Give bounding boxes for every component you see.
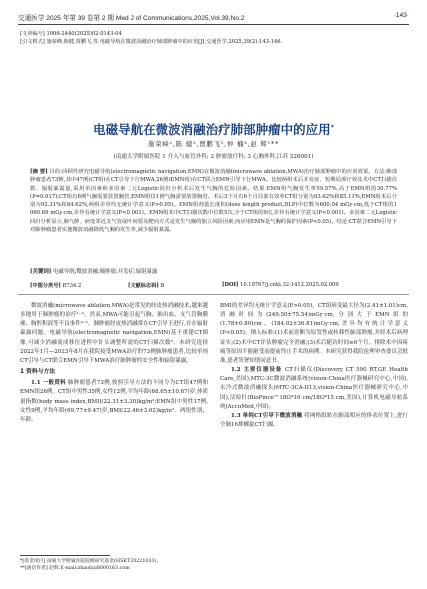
- abstract: [30, 168, 397, 234]
- page-number: ·143·: [393, 12, 409, 19]
- subsection-1-2-heading: 1.2 主要仪器设备: [231, 367, 283, 374]
- clc-value: R734.2: [62, 283, 82, 289]
- general-data-paragraph: [20, 379, 208, 425]
- article-title: [0, 120, 427, 138]
- funding-footnote: *[基金项目] 南通大学附属医院院级研究基金(HSKT20221033)。: [20, 559, 162, 564]
- header-divider: [18, 24, 409, 25]
- keywords-text: 电磁导航;微波消融;肺肿瘤;并发症;辐射暴露: [53, 269, 158, 275]
- clc-code: [30, 282, 81, 289]
- abstract-label: [摘 要]: [30, 169, 48, 175]
- equipment-text: CT扫描仪(Discovery CT 590 RT,GE Health Care,美国),MTC-3C微波消融系统(vision-China医疗器械研究中心,中国),水冷式微波消融探头(MTC-3CA-II13,vision-China医疗器械研究中心,中国),活检针(BioPince™18G*10 cm/18G*15 cm,美国),计算机电磁导航系统(AccuMed,中国)。: [220, 367, 409, 410]
- body-right-column: [220, 302, 408, 430]
- journal-citation: 交通医学 2025 年第 39 卷第 2 期 Med J of Communications,2025,Vol.39,No.2: [18, 15, 245, 22]
- ct-guided-paragraph: [220, 412, 408, 430]
- clc-label: [中图分类号]: [30, 283, 61, 289]
- ct-guided-text: 将网格纸贴在肺部相应的体表位置上,进行全肺16排螺旋CT扫描。: [220, 412, 409, 429]
- document-code: [128, 282, 164, 289]
- doi: [222, 282, 339, 288]
- subsection-1-3-heading: 1.3 单纯CT引导下微波消融: [231, 412, 303, 419]
- title-footnote-mark: *: [330, 123, 334, 131]
- doi-label: [DOI]: [222, 282, 239, 288]
- keywords-label: [关键词]: [30, 269, 52, 275]
- footnote-divider: [20, 555, 110, 556]
- body-left-column: [20, 302, 208, 425]
- article-number: [文章编号] 1006-2440(2025)02-0143-04: [20, 31, 122, 37]
- equipment-paragraph: [220, 366, 408, 412]
- citation-format: [引文格式] 施荣峰,陈健,贾鹏飞,等.电磁导航在微波消融治疗肺部肿瘤中的应用[J].交通医学,2025,39(2):143-146.: [20, 39, 283, 45]
- section-heading-methods: 1 资料与方法: [20, 369, 56, 376]
- affiliation: (南通大学附属医院 1 介入与血管外科; 2 肿瘤放疗科; 3 心胸外科,江苏 226001): [113, 154, 314, 160]
- corresponding-author-footnote: **[通信作者] 赵辉,E-mail:zhaohui8000163.com: [20, 566, 130, 571]
- abstract-text: 目的:回顾性研究电磁导航(electromagnetic navigation,EMN)在微波消融(microwave ablation,MWA)治疗肺部肿瘤中的应用效果。方法:肺部肿瘤患者73例,其中47例(CT组)在CT引导下行MWA,26例(EMN组)在CT联合EMN引导下行MWA。比较两组术后并发症、短期局部疗效及术中CT扫描次数、辐射暴露量,采用单因素和多因素二元Logistic回归分析术后发生气胸的危险因素。结果:EMN组气胸发生率59.57%,高于EMN组的30.77%(P=0.017);CT组有6例气胸需要放置胸管,EMN组仅1例气胸需要放置胸管。术后3个月有6个月局部有效率CT组分别为93.62%和85.11%,EMN组术后分别为92.31%和84.62%,两组差异均无统计学意义(P>0.05)。EMN组剂量长度积(dose length product,DLP)中位数为600.04 mGy·cm,低于CT组的1 060.69 mGy·cm,差异有统计学意义(P<0.001)。EMN组术中CT扫描次数中位数5次,少于CT组的9次,差异有统计学意义(P<0.001)。多因素二元Logistic回归分析显示,肺气肿、病变邻近支气管或叶间裂及靶向方式是发生气胸的独立风险因素,而应用EMN是气胸的保护因素(P<0.05)。结论:CT联合EMN引导下对肺肿瘤患者实施微波消融降低气胸的发生率,减少辐射暴露。: [30, 169, 398, 234]
- title-text: 电磁导航在微波消融治疗肺部肿瘤中的应用: [93, 122, 331, 137]
- doc-label: [文献标志码]: [128, 283, 159, 289]
- continued-paragraph: BMI的差异均无统计学意义(P>0.05)。CT组病变最大径为(2.41±1.01)cm,消融时间为(249.50±75.54)mGy·cm,分别大于EMN组的(1.78±0.80)cm、(184.02±36.81)mGy·cm,差异均有统计学意义(P<0.05)。纳入标准:(1)术前诊断为原发性或转移性肺部肿瘤,并经术后病理证实;(2)术中CT评估肿瘤完全消融;(3)术后随访时间≥6个月。排除术中因疼痛等原因不能耐受而提前终止手术的病例。本研究获得我院伦理审查委员会批准,患者签署知情同意书。: [220, 303, 408, 364]
- doi-value: 10.19767/j.cnki.32-1412.2025.02.009: [240, 282, 339, 288]
- general-data-text: 肺肿瘤患者73例,按照引导方法的不同分为CT组47例和EMN组26例。CT组中男性35例,女性12例,平均年龄(68.65±10.67)岁,体质量指数(body mass index,BMI)(22.31±3.30)kg/m²;EMN组中男性17例,女性9例,平均年龄(69.77±9.47)岁,BMI(22.46±3.02)kg/m²。两组性别、年龄、: [20, 380, 209, 423]
- author-list: 施荣峰¹,陈 健²,贾鹏飞¹,仲 楠³,赵 辉¹**: [148, 140, 279, 148]
- doc-value: B: [160, 283, 165, 289]
- keywords: [30, 268, 397, 276]
- subsection-1-1-heading: 1.1 一般资料: [31, 380, 66, 387]
- body-divider: [18, 294, 409, 295]
- intro-paragraph: 微波消融(microwave ablation,MWA)是常见的经皮热消融技术,越来越多地用于肺肿瘤的治疗¹⁻³。然而,MWA可能引起气胸、肺出血、支气管胸膜瘘、胸腔积液等不良事件⁴⁻⁵。肺肿瘤经皮热消融常在CT引导下进行,存在辐射暴露问题。电磁导航(electromagnetic navigation,EMN)基于重建CT图像,可减少消融流成移位进程中针头调整所需的CT扫描次数⁶。本研究选择2022年1月—2023年8月在我院接受MWA治疗的73例肺肿瘤患者,比较单纯CT引导与CT联合EMN引导下MWA治疗肺肿瘤的安全性和辐射暴露。: [20, 303, 208, 364]
